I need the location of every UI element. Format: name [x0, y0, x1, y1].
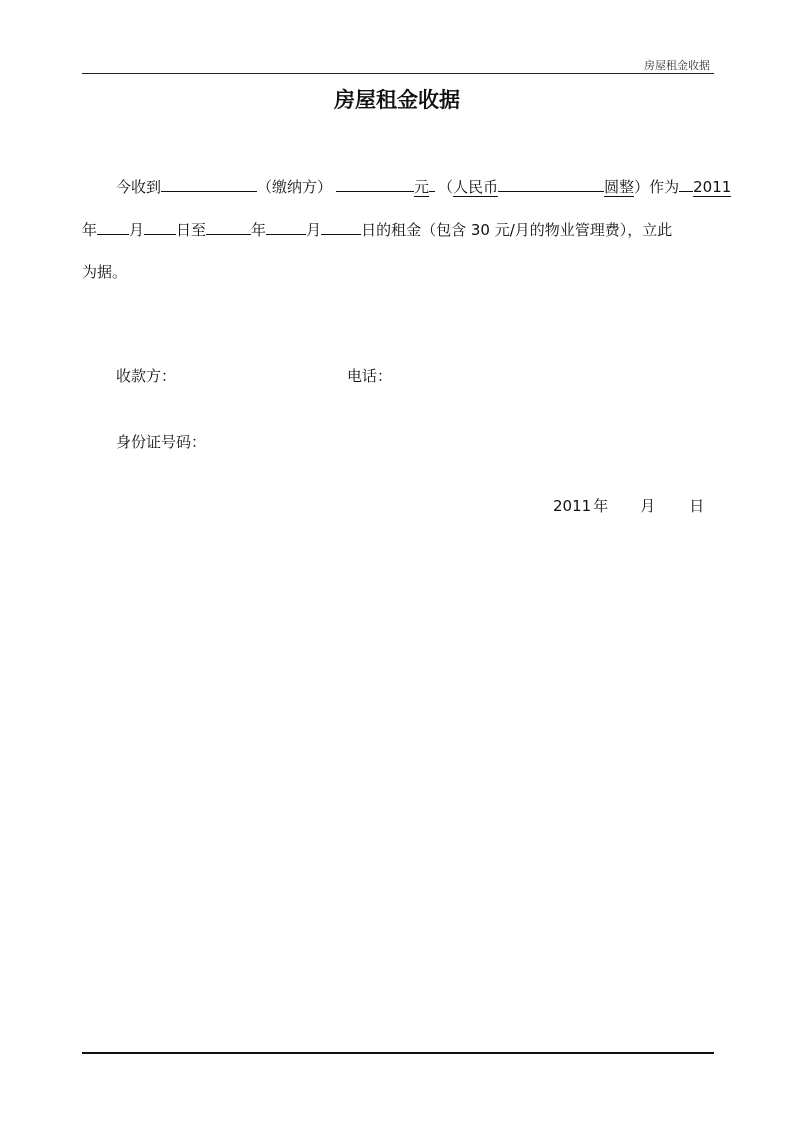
received-from-label: 今收到	[116, 178, 162, 196]
receipt-line-3: 为据。	[82, 263, 128, 281]
start-day-blank[interactable]	[144, 218, 176, 235]
as-for-label: ）作为	[634, 178, 680, 196]
payer-blank[interactable]	[161, 175, 257, 192]
running-header: 房屋租金收据	[644, 59, 710, 72]
payer-label: （缴纳方）	[257, 178, 333, 196]
receipt-line-1	[116, 175, 731, 197]
phone-label: 电话：	[347, 367, 393, 385]
footer-divider	[82, 1052, 714, 1054]
month-label: 月	[129, 221, 145, 239]
id-number-label: 身份证号码：	[116, 433, 207, 451]
date-day: 日	[689, 497, 705, 515]
date-year: 2011	[553, 497, 592, 515]
date-month: 月	[640, 497, 656, 515]
end-year-blank[interactable]	[206, 218, 251, 235]
date-line	[553, 496, 704, 516]
end-month-blank[interactable]	[266, 218, 306, 235]
end-day-blank[interactable]	[321, 218, 361, 235]
rmb-amount-blank[interactable]	[498, 175, 604, 192]
date-year-suffix: 年	[593, 497, 609, 515]
start-month-blank[interactable]	[97, 218, 129, 235]
year-underline-pad	[679, 191, 693, 192]
start-year[interactable]: 2011	[693, 178, 732, 196]
rmb-label: 人民币	[453, 178, 499, 196]
yuan-underline-gap	[429, 191, 435, 192]
paren-open: （	[438, 178, 454, 196]
day-to-label: 日至	[176, 221, 207, 239]
receipt-line-2	[82, 218, 672, 240]
yuan-label: 元	[414, 178, 430, 196]
payee-label: 收款方：	[116, 367, 177, 385]
end-year-label: 年	[251, 221, 267, 239]
end-month-label: 月	[306, 221, 322, 239]
rent-description: 日的租金（包含 30 元/月的物业管理费），立此	[361, 221, 673, 239]
header-divider	[82, 73, 714, 74]
yuan-whole-label: 圆整	[604, 178, 635, 196]
page-title: 房屋租金收据	[334, 87, 460, 112]
year-label: 年	[82, 221, 98, 239]
amount-blank[interactable]	[336, 175, 414, 192]
